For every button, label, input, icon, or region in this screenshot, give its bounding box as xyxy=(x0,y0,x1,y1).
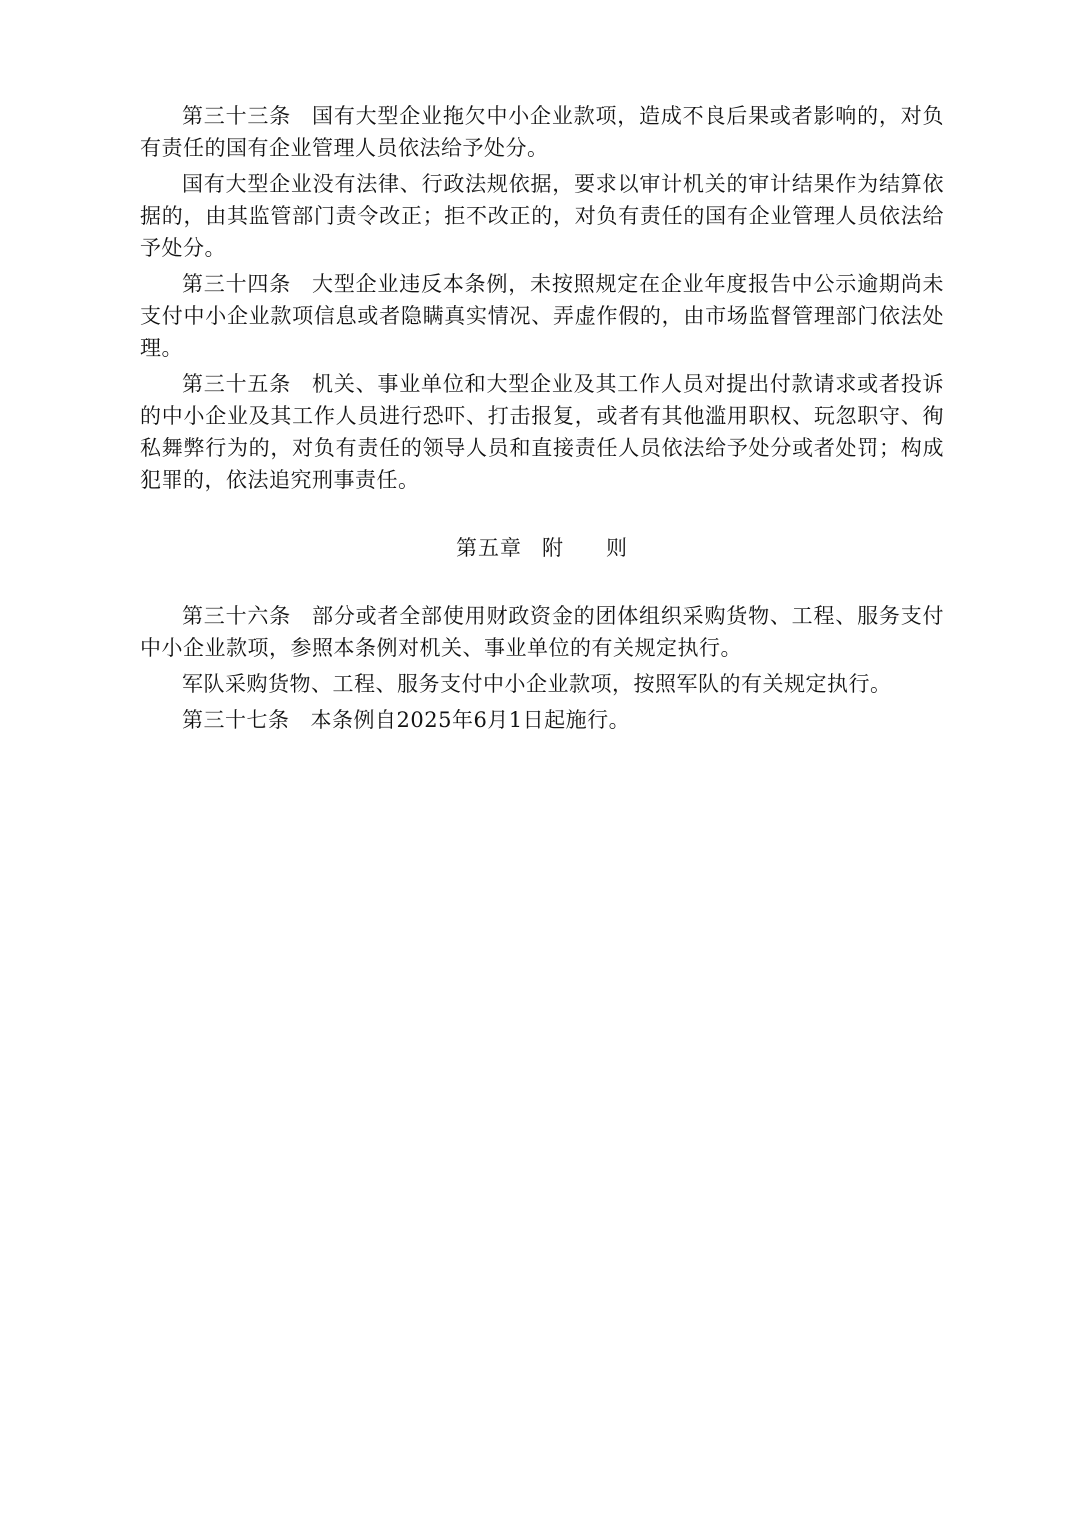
article-text: 机关、事业单位和大型企业及其工作人员对提出付款请求或者投诉的中小企业及其工作人员进行恐吓、打击报复，或者有其他滥用职权、玩忽职守、徇私舞弊行为的，对负有责任的领导人员和直接责任人员依法给予处分或者处罚；构成犯罪的，依法追究刑事责任。 xyxy=(140,372,944,492)
chapter-number: 第五章 xyxy=(456,536,522,560)
article-34 xyxy=(140,268,944,364)
document-body xyxy=(140,100,944,736)
article-text: 国有大型企业拖欠中小企业款项，造成不良后果或者影响的，对负有责任的国有企业管理人员依法给予处分。 xyxy=(140,104,944,160)
chapter-heading xyxy=(140,532,944,564)
article-number: 第三十六条 xyxy=(182,604,292,628)
article-33-paragraph-2 xyxy=(140,168,944,264)
article-text: 军队采购货物、工程、服务支付中小企业款项，按照军队的有关规定执行。 xyxy=(182,672,892,696)
article-number: 第三十三条 xyxy=(182,104,292,128)
article-number: 第三十四条 xyxy=(182,272,292,296)
article-text: 国有大型企业没有法律、行政法规依据，要求以审计机关的审计结果作为结算依据的，由其监管部门责令改正；拒不改正的，对负有责任的国有企业管理人员依法给予处分。 xyxy=(140,172,944,260)
chapter-title-part-2: 则 xyxy=(606,536,628,560)
article-36 xyxy=(140,600,944,664)
article-text: 部分或者全部使用财政资金的团体组织采购货物、工程、服务支付中小企业款项，参照本条例对机关、事业单位的有关规定执行。 xyxy=(140,604,944,660)
article-37 xyxy=(140,704,944,736)
article-35 xyxy=(140,368,944,496)
article-text: 大型企业违反本条例，未按照规定在企业年度报告中公示逾期尚未支付中小企业款项信息或者隐瞒真实情况、弄虚作假的，由市场监督管理部门依法处理。 xyxy=(140,272,944,360)
article-33 xyxy=(140,100,944,164)
article-number: 第三十五条 xyxy=(182,372,292,396)
article-number: 第三十七条 xyxy=(182,708,290,732)
chapter-title-part-1: 附 xyxy=(542,536,564,560)
article-36-paragraph-2 xyxy=(140,668,944,700)
article-text: 本条例自2025年6月1日起施行。 xyxy=(310,708,631,732)
